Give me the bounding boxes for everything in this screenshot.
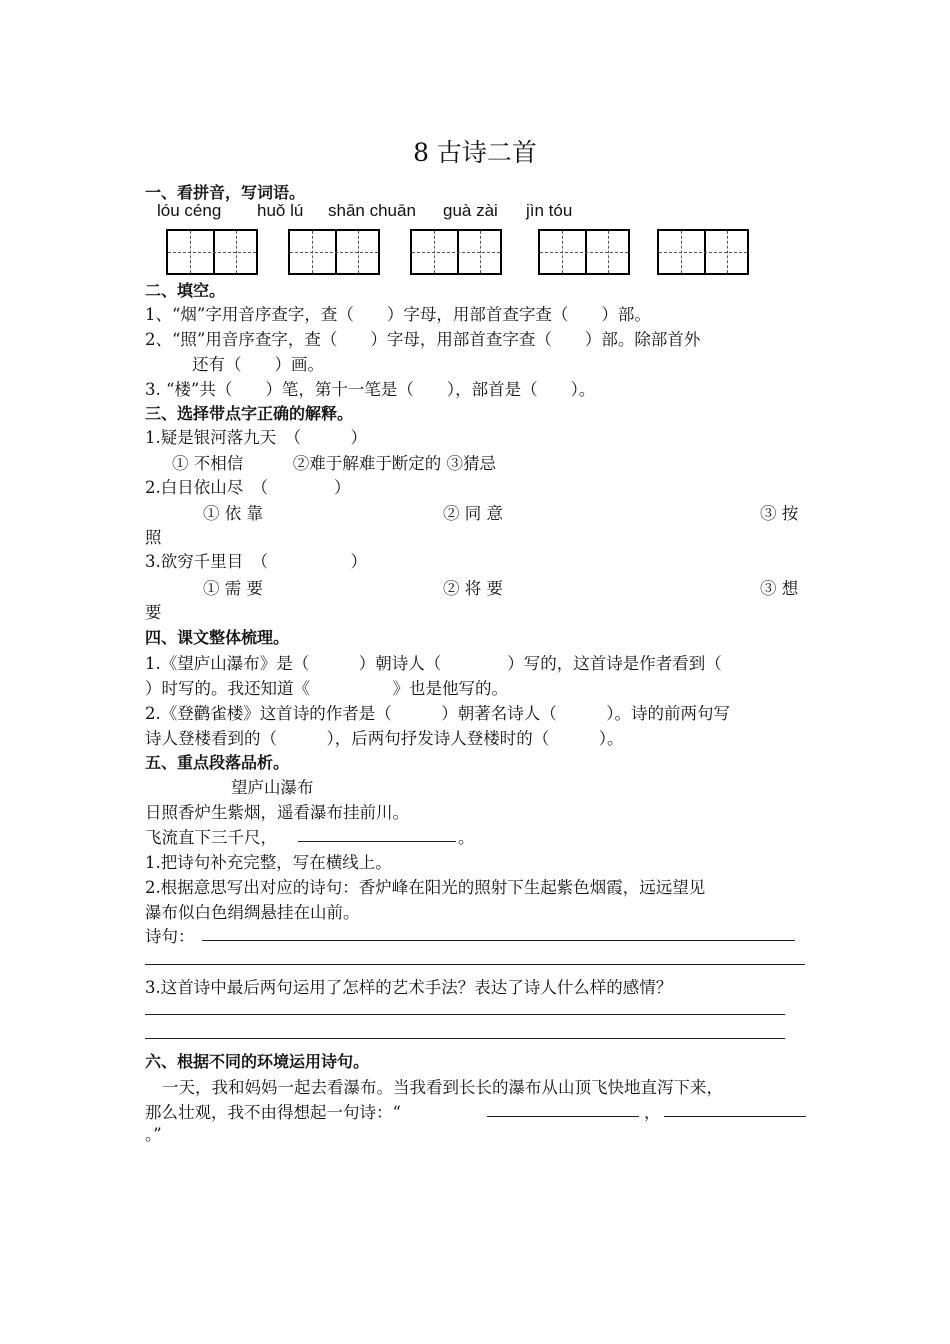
review-line-3: 2.《登鹳雀楼》这首诗的作者是（ ）朝著名诗人（ ）。诗的前两句写 (145, 704, 730, 723)
paragraph-comma: ， (644, 1103, 661, 1122)
option-3-2-a: ① 依 靠 (203, 504, 263, 523)
page-title: 8 古诗二首 (413, 138, 537, 167)
answer-line-3[interactable] (145, 1014, 785, 1015)
option-3-3-b: ② 将 要 (443, 579, 503, 598)
fill-line-2: 2、“照”用音序查字，查（ ）字母，用部首查字查（ ）部。除部首外 (145, 330, 701, 349)
pinyin-3: shān chuān (328, 201, 416, 220)
writing-grid-2[interactable] (288, 229, 380, 275)
question-3-3: 3.欲穷千里目 （ ） (145, 552, 367, 571)
poem-line-1: 日照香炉生紫烟，遥看瀑布挂前川。 (145, 803, 409, 822)
paragraph-line-3: 。” (145, 1125, 162, 1144)
option-3-2-b: ② 同 意 (443, 504, 503, 523)
section-6-heading: 六、根据不同的环境运用诗句。 (145, 1052, 370, 1071)
option-3-3-c: ③ 想 (760, 579, 799, 598)
pinyin-4: guà zài (443, 201, 498, 220)
answer-line-2[interactable] (145, 964, 805, 965)
verse-blank-2[interactable] (664, 1116, 806, 1117)
question-5-2b: 瀑布似白色绢绸悬挂在山前。 (145, 903, 360, 922)
pinyin-2: huǒ lú (257, 201, 304, 220)
question-5-1: 1.把诗句补充完整，写在横线上。 (145, 853, 392, 872)
section-1-heading: 一、看拼音，写词语。 (145, 183, 306, 202)
section-5-heading: 五、重点段落品析。 (145, 753, 290, 772)
pinyin-1: lóu céng (157, 201, 222, 220)
question-3-2: 2.白日依山尽 （ ） (145, 478, 351, 497)
question-3-1: 1.疑是银河落九天 （ ） (145, 428, 367, 447)
poem-blank-line[interactable] (298, 841, 456, 842)
poem-title: 望庐山瀑布 (231, 778, 314, 797)
writing-grid-5[interactable] (657, 229, 749, 275)
fill-line-1: 1、“烟”字用音序查字，查（ ）字母，用部首查字查（ ）部。 (145, 305, 651, 324)
section-3-heading: 三、选择带点字正确的解释。 (145, 404, 354, 423)
fill-line-3: 还有（ ）画。 (192, 355, 324, 374)
option-3-3-a: ① 需 要 (203, 579, 263, 598)
fill-line-4: 3. “楼”共（ ）笔，第十一笔是（ ），部首是（ ）。 (145, 380, 596, 399)
section-2-heading: 二、填空。 (145, 281, 226, 300)
question-5-3: 3.这首诗中最后两句运用了怎样的艺术手法？表达了诗人什么样的感情？ (145, 978, 673, 997)
question-5-2a: 2.根据意思写出对应的诗句：香炉峰在阳光的照射下生起紫色烟霞，远远望见 (145, 878, 706, 897)
option-3-2-wrap: 照 (145, 528, 162, 547)
poem-line-2-end: 。 (458, 828, 475, 847)
paragraph-line-2: 那么壮观，我不由得想起一句诗：“ (145, 1103, 401, 1122)
poem-line-2: 飞流直下三千尺， (145, 828, 277, 847)
writing-grid-3[interactable] (410, 229, 502, 275)
section-4-heading: 四、课文整体梳理。 (145, 628, 290, 647)
review-line-4: 诗人登楼看到的（ ），后两句抒发诗人登楼时的（ ）。 (145, 729, 624, 748)
question-3-1-options: ① 不相信 ②难于解难于断定的 ③猜忌 (172, 454, 496, 473)
pinyin-5: jìn tóu (526, 201, 573, 220)
verse-blank-1[interactable] (487, 1116, 639, 1117)
review-line-2: ）时写的。我还知道《 》也是他写的。 (145, 679, 508, 698)
answer-line-1[interactable] (202, 940, 795, 941)
option-3-3-wrap: 要 (145, 603, 162, 622)
poem-answer-label: 诗句： (145, 927, 195, 946)
answer-line-4[interactable] (145, 1038, 785, 1039)
writing-grid-4[interactable] (538, 229, 630, 275)
paragraph-line-1: 一天，我和妈妈一起去看瀑布。当我看到长长的瀑布从山顶飞快地直泻下来， (162, 1078, 723, 1097)
review-line-1: 1.《望庐山瀑布》是（ ）朝诗人（ ）写的，这首诗是作者看到（ (145, 654, 722, 673)
writing-grid-1[interactable] (166, 229, 258, 275)
option-3-2-c: ③ 按 (760, 504, 799, 523)
